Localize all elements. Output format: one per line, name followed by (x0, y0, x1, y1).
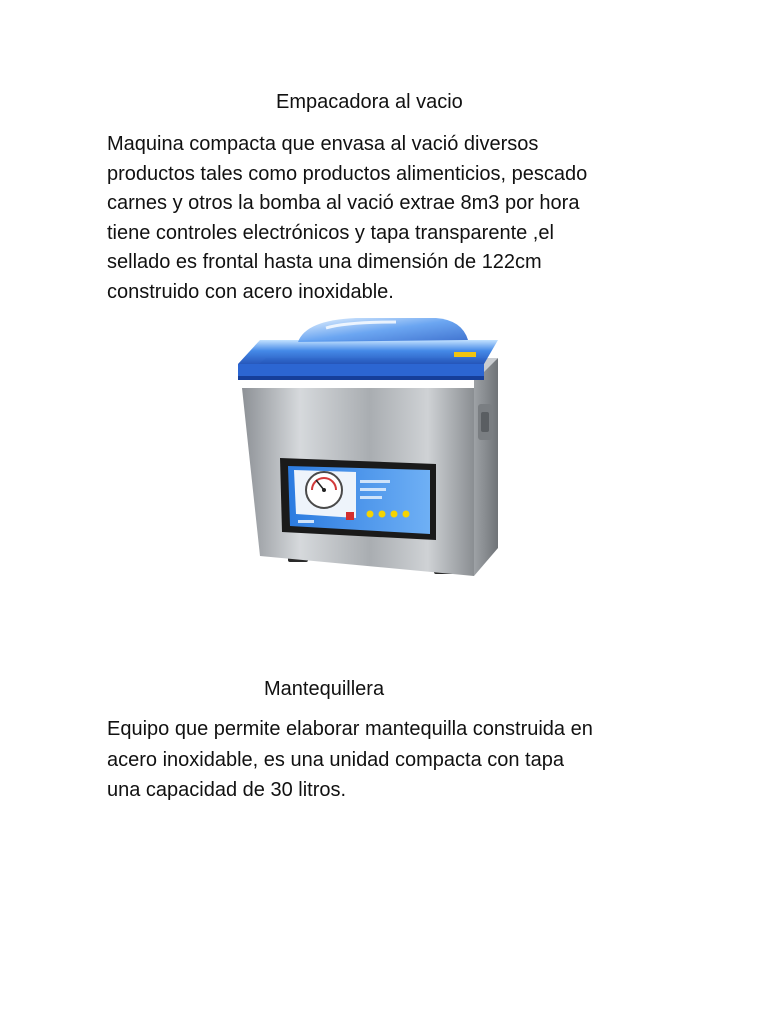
description-line: una capacidad de 30 litros. (107, 779, 347, 801)
description-line: productos tales como productos alimenticios, pescado (107, 162, 588, 185)
section-description-mantequillera (107, 714, 687, 806)
description-line: tiene controles electrónicos y tapa transparente ,el (107, 221, 554, 244)
section-title-empacadora: Empacadora al vacio (276, 91, 463, 113)
section-description-empacadora (107, 130, 687, 307)
description-line: Equipo que permite elaborar mantequilla construida en (107, 718, 593, 740)
vacuum-packing-machine-image (236, 318, 504, 580)
description-line: Maquina compacta que envasa al vació diversos (107, 133, 539, 155)
section-title-mantequillera: Mantequillera (264, 678, 385, 700)
description-line: acero inoxidable, es una unidad compacta con tapa (107, 748, 564, 771)
description-line: carnes y otros la bomba al vació extrae 8m3 por hora (107, 192, 580, 214)
description-line: construido con acero inoxidable. (107, 280, 394, 303)
description-line: sellado es frontal hasta una dimensión de 122cm (107, 251, 542, 273)
